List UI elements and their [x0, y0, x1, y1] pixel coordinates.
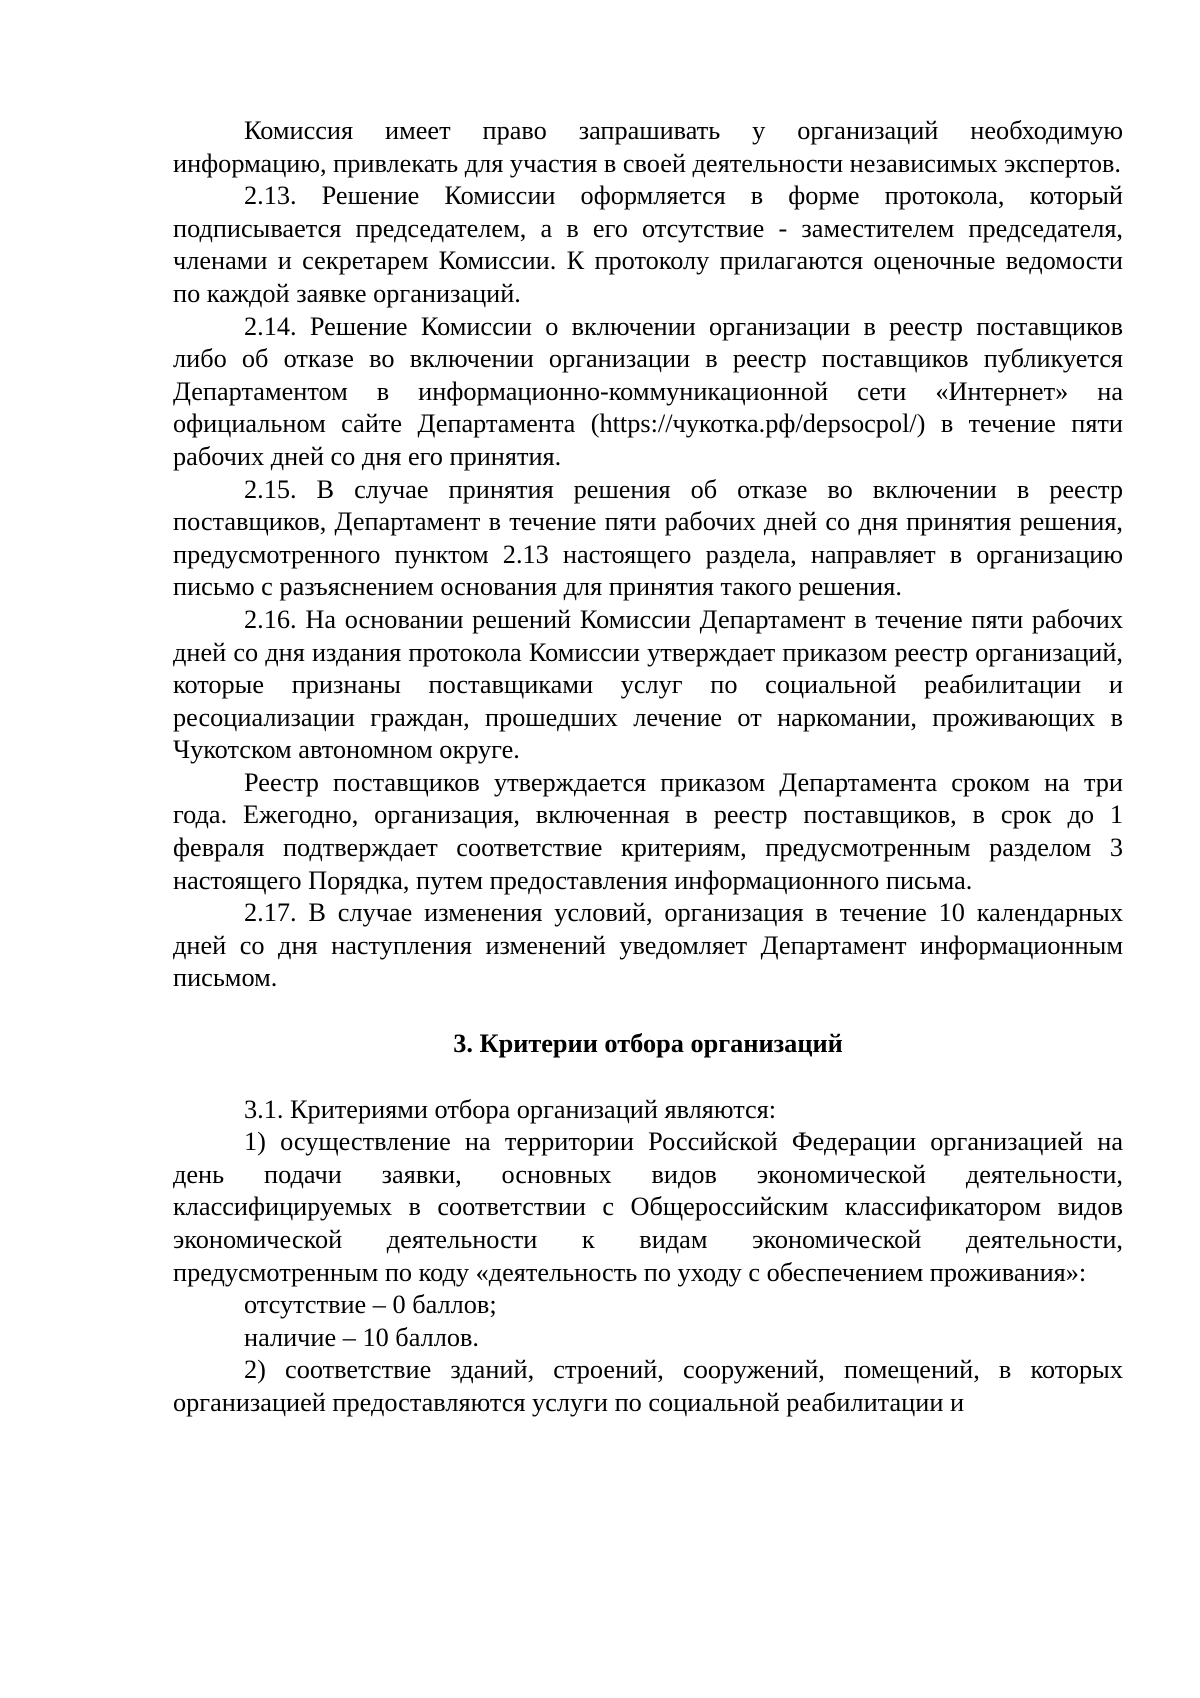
spacer — [173, 995, 1123, 1028]
paragraph-registry-term: Реестр поставщиков утверждается приказом Департамента сроком на три года. Ежегодно, организация, включенная в реестр поставщиков, в срок до 1 февраля подтверждает соответствие критериям, предусмотренным разделом 3 настоящего Порядка, путем предоставления информационного письма. — [173, 767, 1123, 895]
paragraph-score-absence: отсутствие – 0 баллов; — [244, 1290, 497, 1320]
paragraph-3-1: 3.1. Критериями отбора организаций являются: — [244, 1094, 777, 1124]
paragraph-commission-rights: Комиссия имеет право запрашивать у организаций необходимую информацию, привлекать для участия в своей деятельности независимых экспертов. — [173, 116, 1123, 178]
paragraph-score-presence: наличие – 10 баллов. — [244, 1322, 479, 1352]
paragraph-3-1-item-1: 1) осуществление на территории Российской Федерации организацией на день подачи заявки, основных видов экономической деятельности, классифицируемых в соответствии с Общероссийским классификатором видов экономической деятельности к видам экономической деятельности, предусмотренным по коду «деятельность по уходу с обеспечением проживания»: — [173, 1127, 1123, 1287]
paragraph-2-15: 2.15. В случае принятия решения об отказе во включении в реестр поставщиков, Департамент в течение пяти рабочих дней со дня принятия решения, предусмотренного пунктом 2.13 настоящего раздела, направляет в организацию письмо с разъяснением основания для принятия такого решения. — [173, 474, 1123, 602]
paragraph-2-14: 2.14. Решение Комиссии о включении организации в реестр поставщиков либо об отказе во включении организации в реестр поставщиков публикуется Департаментом в информационно-коммуникационной сети «Интернет» на официальном сайте Департамента (https://чукотка.рф/depsocpol/) в течение пяти рабочих дней со дня его принятия. — [173, 311, 1123, 471]
document-page — [173, 115, 1123, 1420]
paragraph-3-1-item-2: 2) соответствие зданий, строений, сооружений, помещений, в которых организацией предоставляются услуги по социальной реабилитации и — [173, 1355, 1123, 1417]
paragraph-2-16: 2.16. На основании решений Комиссии Департамент в течение пяти рабочих дней со дня издания протокола Комиссии утверждает приказом реестр организаций, которые признаны поставщиками услуг по социальной реабилитации и ресоциализации граждан, прошедших лечение от наркомании, проживающих в Чукотском автономном округе. — [173, 604, 1123, 765]
paragraph-2-17: 2.17. В случае изменения условий, организация в течение 10 календарных дней со дня наступления изменений уведомляет Департамент информационным письмом. — [173, 898, 1123, 993]
paragraph-2-13: 2.13. Решение Комиссии оформляется в форме протокола, который подписывается председателем, а в его отсутствие - заместителем председателя, членами и секретарем Комиссии. К протоколу прилагаются оценочные ведомости по каждой заявке организаций. — [173, 181, 1123, 308]
section-title: 3. Критерии отбора организаций — [453, 1029, 843, 1059]
spacer — [173, 1061, 1123, 1094]
